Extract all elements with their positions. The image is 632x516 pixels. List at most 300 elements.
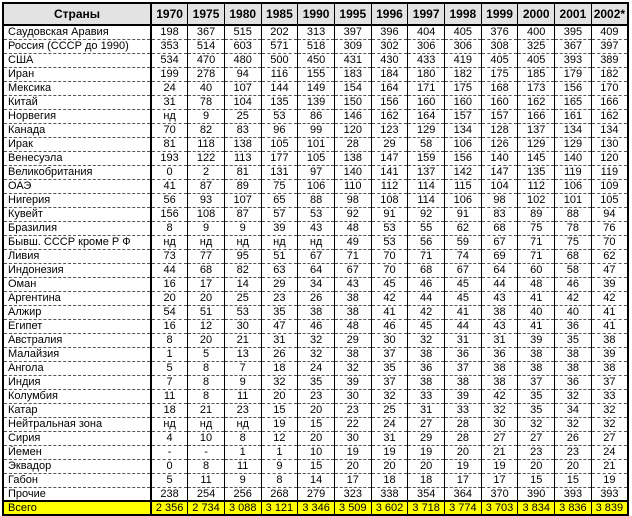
country-row <box>3 487 628 501</box>
value-cell: 3 836 <box>555 501 592 515</box>
value-cell: 30 <box>334 389 371 403</box>
value-cell: 32 <box>591 403 628 417</box>
value-cell: 54 <box>151 305 188 319</box>
value-cell: 76 <box>591 221 628 235</box>
value-cell: 139 <box>298 95 335 109</box>
value-cell: 42 <box>408 305 445 319</box>
value-cell: 8 <box>224 431 261 445</box>
value-cell: 10 <box>188 431 225 445</box>
value-cell: 256 <box>224 487 261 501</box>
value-cell: 23 <box>261 291 298 305</box>
country-label: Канада <box>3 123 151 137</box>
value-cell: 19 <box>408 445 445 459</box>
value-cell: 173 <box>518 81 555 95</box>
value-cell: 105 <box>261 137 298 151</box>
value-cell: 128 <box>481 123 518 137</box>
value-cell: 46 <box>408 277 445 291</box>
value-cell: 119 <box>555 165 592 179</box>
value-cell: 64 <box>298 263 335 277</box>
value-cell: 134 <box>591 123 628 137</box>
country-label: Нигерия <box>3 193 151 207</box>
value-cell: 2 <box>188 165 225 179</box>
value-cell: 67 <box>334 263 371 277</box>
value-cell: 14 <box>224 277 261 291</box>
value-cell: 8 <box>151 221 188 235</box>
value-cell: 18 <box>371 473 408 487</box>
value-cell: 15 <box>298 417 335 431</box>
value-cell: 94 <box>591 207 628 221</box>
value-cell: 38 <box>481 375 518 389</box>
value-cell: 27 <box>481 431 518 445</box>
value-cell: 73 <box>151 249 188 263</box>
value-cell: 13 <box>224 347 261 361</box>
value-cell: 32 <box>261 375 298 389</box>
value-cell: 405 <box>445 25 482 39</box>
value-cell: 500 <box>261 53 298 67</box>
value-cell: 534 <box>151 53 188 67</box>
value-cell: нд <box>151 109 188 123</box>
value-cell: 32 <box>298 347 335 361</box>
value-cell: 135 <box>518 165 555 179</box>
column-header-year: 1985 <box>261 3 298 25</box>
value-cell: 91 <box>371 207 408 221</box>
value-cell: 137 <box>518 123 555 137</box>
value-cell: 131 <box>261 165 298 179</box>
value-cell: 193 <box>151 151 188 165</box>
value-cell: 367 <box>555 39 592 53</box>
value-cell: 114 <box>408 193 445 207</box>
value-cell: 198 <box>151 25 188 39</box>
country-label: Великобритания <box>3 165 151 179</box>
value-cell: 37 <box>591 375 628 389</box>
value-cell: 70 <box>151 123 188 137</box>
value-cell: 88 <box>555 207 592 221</box>
column-header-year: 1996 <box>371 3 408 25</box>
value-cell: 67 <box>298 249 335 263</box>
country-label: ОАЭ <box>3 179 151 193</box>
value-cell: 15 <box>261 403 298 417</box>
value-cell: 109 <box>591 179 628 193</box>
value-cell: нд <box>224 417 261 431</box>
value-cell: 89 <box>518 207 555 221</box>
value-cell: 36 <box>408 361 445 375</box>
value-cell: 254 <box>188 487 225 501</box>
country-label: Эквадор <box>3 459 151 473</box>
value-cell: 53 <box>371 235 408 249</box>
value-cell: 175 <box>445 81 482 95</box>
value-cell: 39 <box>518 333 555 347</box>
value-cell: 45 <box>371 277 408 291</box>
total-label: Всего <box>3 501 151 515</box>
country-label: Австралия <box>3 333 151 347</box>
value-cell: 38 <box>518 361 555 375</box>
value-cell: 108 <box>188 207 225 221</box>
value-cell: 120 <box>591 151 628 165</box>
value-cell: 8 <box>151 333 188 347</box>
value-cell: 32 <box>591 417 628 431</box>
country-label: Сирия <box>3 431 151 445</box>
value-cell: 15 <box>518 473 555 487</box>
value-cell: 20 <box>518 459 555 473</box>
value-cell: 3 774 <box>445 501 482 515</box>
value-cell: 29 <box>261 277 298 291</box>
value-cell: 130 <box>591 137 628 151</box>
value-cell: 376 <box>481 25 518 39</box>
value-cell: 11 <box>224 459 261 473</box>
value-cell: 31 <box>481 333 518 347</box>
value-cell: 119 <box>591 165 628 179</box>
value-cell: 68 <box>481 221 518 235</box>
value-cell: 367 <box>188 25 225 39</box>
country-label: Индия <box>3 375 151 389</box>
value-cell: 11 <box>151 389 188 403</box>
value-cell: 38 <box>334 291 371 305</box>
value-cell: 405 <box>481 53 518 67</box>
value-cell: 39 <box>591 277 628 291</box>
value-cell: 134 <box>555 123 592 137</box>
value-cell: 44 <box>408 291 445 305</box>
value-cell: 62 <box>591 249 628 263</box>
value-cell: 68 <box>408 263 445 277</box>
country-label: Ирак <box>3 137 151 151</box>
value-cell: 47 <box>591 263 628 277</box>
value-cell: 35 <box>371 361 408 375</box>
value-cell: 9 <box>188 221 225 235</box>
value-cell: 8 <box>188 459 225 473</box>
value-cell: 154 <box>334 81 371 95</box>
value-cell: 71 <box>518 235 555 249</box>
value-cell: 122 <box>188 151 225 165</box>
value-cell: 404 <box>408 25 445 39</box>
table-header <box>3 3 628 25</box>
value-cell: 104 <box>481 179 518 193</box>
value-cell: 156 <box>371 95 408 109</box>
value-cell: 2 356 <box>151 501 188 515</box>
value-cell: 21 <box>591 459 628 473</box>
value-cell: 38 <box>408 347 445 361</box>
country-label: Индонезия <box>3 263 151 277</box>
value-cell: 22 <box>334 417 371 431</box>
value-cell: 161 <box>555 109 592 123</box>
value-cell: 24 <box>591 445 628 459</box>
value-cell: 38 <box>481 305 518 319</box>
value-cell: 33 <box>445 403 482 417</box>
value-cell: 21 <box>188 403 225 417</box>
value-cell: 44 <box>445 319 482 333</box>
value-cell: 2 734 <box>188 501 225 515</box>
value-cell: 38 <box>481 361 518 375</box>
value-cell: 397 <box>591 39 628 53</box>
value-cell: 157 <box>481 109 518 123</box>
value-cell: 44 <box>481 277 518 291</box>
value-cell: 9 <box>224 375 261 389</box>
country-row <box>3 25 628 39</box>
value-cell: 338 <box>371 487 408 501</box>
value-cell: нд <box>188 235 225 249</box>
value-cell: 48 <box>334 319 371 333</box>
value-cell: 43 <box>481 291 518 305</box>
value-cell: 17 <box>445 473 482 487</box>
value-cell: 25 <box>224 291 261 305</box>
value-cell: 47 <box>261 319 298 333</box>
value-cell: 160 <box>408 95 445 109</box>
value-cell: нд <box>224 235 261 249</box>
value-cell: 75 <box>518 221 555 235</box>
column-header-year: 1980 <box>224 3 261 25</box>
value-cell: 20 <box>188 291 225 305</box>
value-cell: 32 <box>371 389 408 403</box>
value-cell: 46 <box>371 319 408 333</box>
value-cell: 25 <box>371 403 408 417</box>
value-cell: 38 <box>518 347 555 361</box>
value-cell: 160 <box>445 95 482 109</box>
value-cell: 45 <box>408 319 445 333</box>
value-cell: 31 <box>371 431 408 445</box>
value-cell: 34 <box>298 277 335 291</box>
value-cell: 70 <box>371 249 408 263</box>
value-cell: 56 <box>408 235 445 249</box>
country-label: Кувейт <box>3 207 151 221</box>
value-cell: 166 <box>591 95 628 109</box>
country-row <box>3 81 628 95</box>
column-header-year: 1975 <box>188 3 225 25</box>
value-cell: 3 834 <box>518 501 555 515</box>
country-row <box>3 263 628 277</box>
value-cell: 431 <box>334 53 371 67</box>
value-cell: 157 <box>445 109 482 123</box>
value-cell: 110 <box>334 179 371 193</box>
value-cell: 171 <box>408 81 445 95</box>
value-cell: 126 <box>481 137 518 151</box>
value-cell: 9 <box>188 109 225 123</box>
value-cell: 81 <box>151 137 188 151</box>
value-cell: 155 <box>298 67 335 81</box>
value-cell: 156 <box>445 151 482 165</box>
value-cell: 24 <box>151 81 188 95</box>
column-header-countries: Страны <box>3 3 151 25</box>
value-cell: 308 <box>481 39 518 53</box>
value-cell: 389 <box>591 53 628 67</box>
value-cell: нд <box>188 417 225 431</box>
value-cell: 32 <box>408 333 445 347</box>
value-cell: 32 <box>481 403 518 417</box>
value-cell: 38 <box>408 375 445 389</box>
value-cell: 29 <box>334 333 371 347</box>
country-label: Оман <box>3 277 151 291</box>
value-cell: 9 <box>261 459 298 473</box>
value-cell: 35 <box>298 375 335 389</box>
value-cell: 571 <box>261 39 298 53</box>
value-cell: 71 <box>334 249 371 263</box>
country-label: Катар <box>3 403 151 417</box>
value-cell: 129 <box>408 123 445 137</box>
value-cell: 1 <box>224 445 261 459</box>
value-cell: 49 <box>334 235 371 249</box>
country-row <box>3 431 628 445</box>
value-cell: 35 <box>261 305 298 319</box>
value-cell: 36 <box>555 375 592 389</box>
value-cell: 24 <box>371 417 408 431</box>
value-cell: 3 602 <box>371 501 408 515</box>
value-cell: 306 <box>445 39 482 53</box>
country-row <box>3 95 628 109</box>
value-cell: 45 <box>445 291 482 305</box>
value-cell: 68 <box>555 249 592 263</box>
value-cell: 86 <box>298 109 335 123</box>
value-cell: 3 346 <box>298 501 335 515</box>
country-row <box>3 277 628 291</box>
value-cell: 1 <box>261 445 298 459</box>
value-cell: 43 <box>298 221 335 235</box>
value-cell: 11 <box>188 473 225 487</box>
value-cell: 353 <box>151 39 188 53</box>
country-row <box>3 221 628 235</box>
value-cell: 3 509 <box>334 501 371 515</box>
value-cell: 30 <box>371 333 408 347</box>
value-cell: 62 <box>445 221 482 235</box>
value-cell: 450 <box>298 53 335 67</box>
value-cell: 147 <box>481 165 518 179</box>
value-cell: 96 <box>261 123 298 137</box>
value-cell: 29 <box>408 431 445 445</box>
country-row <box>3 53 628 67</box>
value-cell: 5 <box>151 473 188 487</box>
value-cell: 8 <box>188 389 225 403</box>
value-cell: 87 <box>188 179 225 193</box>
value-cell: 34 <box>555 403 592 417</box>
value-cell: 19 <box>334 445 371 459</box>
value-cell: 182 <box>591 67 628 81</box>
value-cell: 11 <box>224 389 261 403</box>
value-cell: 40 <box>518 305 555 319</box>
country-row <box>3 473 628 487</box>
country-label: Иран <box>3 67 151 81</box>
value-cell: 17 <box>334 473 371 487</box>
value-cell: 129 <box>555 137 592 151</box>
value-cell: 302 <box>371 39 408 53</box>
country-row <box>3 235 628 249</box>
value-cell: 7 <box>224 361 261 375</box>
value-cell: 137 <box>408 165 445 179</box>
value-cell: 238 <box>151 487 188 501</box>
value-cell: 39 <box>334 375 371 389</box>
value-cell: 38 <box>445 375 482 389</box>
value-cell: 9 <box>224 473 261 487</box>
value-cell: 27 <box>518 431 555 445</box>
value-cell: 364 <box>445 487 482 501</box>
value-cell: 150 <box>334 95 371 109</box>
value-cell: 67 <box>445 263 482 277</box>
value-cell: 35 <box>518 403 555 417</box>
value-cell: 78 <box>555 221 592 235</box>
value-cell: 20 <box>151 291 188 305</box>
value-cell: 12 <box>188 319 225 333</box>
value-cell: 38 <box>298 305 335 319</box>
value-cell: 77 <box>188 249 225 263</box>
value-cell: 92 <box>408 207 445 221</box>
value-cell: 140 <box>334 165 371 179</box>
value-cell: 409 <box>591 25 628 39</box>
value-cell: 41 <box>518 319 555 333</box>
value-cell: 70 <box>591 235 628 249</box>
country-row <box>3 319 628 333</box>
value-cell: 278 <box>188 67 225 81</box>
value-cell: 20 <box>298 431 335 445</box>
value-cell: 92 <box>334 207 371 221</box>
value-cell: 268 <box>261 487 298 501</box>
value-cell: 0 <box>151 165 188 179</box>
value-cell: 40 <box>555 305 592 319</box>
value-cell: 89 <box>224 179 261 193</box>
value-cell: 162 <box>371 109 408 123</box>
value-cell: 41 <box>445 305 482 319</box>
country-label: Колумбия <box>3 389 151 403</box>
value-cell: 26 <box>261 347 298 361</box>
value-cell: 5 <box>151 361 188 375</box>
country-label: Венесуэла <box>3 151 151 165</box>
value-cell: 160 <box>481 95 518 109</box>
value-cell: 28 <box>445 417 482 431</box>
value-cell: 202 <box>261 25 298 39</box>
value-cell: 31 <box>408 403 445 417</box>
value-cell: 18 <box>408 473 445 487</box>
column-header-year: 1990 <box>298 3 335 25</box>
country-row <box>3 207 628 221</box>
value-cell: 199 <box>151 67 188 81</box>
value-cell: 30 <box>224 319 261 333</box>
value-cell: 32 <box>518 417 555 431</box>
value-cell: 33 <box>591 389 628 403</box>
value-cell: 603 <box>224 39 261 53</box>
country-label: Габон <box>3 473 151 487</box>
value-cell: 20 <box>334 459 371 473</box>
value-cell: 396 <box>371 25 408 39</box>
value-cell: 101 <box>298 137 335 151</box>
value-cell: 113 <box>224 151 261 165</box>
country-row <box>3 109 628 123</box>
country-label: США <box>3 53 151 67</box>
value-cell: 82 <box>224 263 261 277</box>
value-cell: 3 703 <box>481 501 518 515</box>
value-cell: 19 <box>591 473 628 487</box>
value-cell: 4 <box>151 431 188 445</box>
value-cell: 32 <box>298 333 335 347</box>
value-cell: 400 <box>518 25 555 39</box>
country-label: Бразилия <box>3 221 151 235</box>
value-cell: 28 <box>445 431 482 445</box>
value-cell: 309 <box>334 39 371 53</box>
value-cell: 39 <box>261 221 298 235</box>
column-header-year: 1970 <box>151 3 188 25</box>
value-cell: 144 <box>261 81 298 95</box>
country-label: Норвегия <box>3 109 151 123</box>
value-cell: 39 <box>591 347 628 361</box>
value-cell: 23 <box>518 445 555 459</box>
value-cell: 38 <box>555 347 592 361</box>
value-cell: 57 <box>261 207 298 221</box>
value-cell: 183 <box>334 67 371 81</box>
value-cell: 41 <box>591 319 628 333</box>
value-cell: 518 <box>298 39 335 53</box>
value-cell: 21 <box>481 445 518 459</box>
value-cell: 32 <box>555 389 592 403</box>
value-cell: 39 <box>445 389 482 403</box>
country-label: Прочие <box>3 487 151 501</box>
value-cell: нд <box>151 417 188 431</box>
value-cell: 162 <box>591 109 628 123</box>
value-cell: 306 <box>408 39 445 53</box>
value-cell: 44 <box>151 263 188 277</box>
